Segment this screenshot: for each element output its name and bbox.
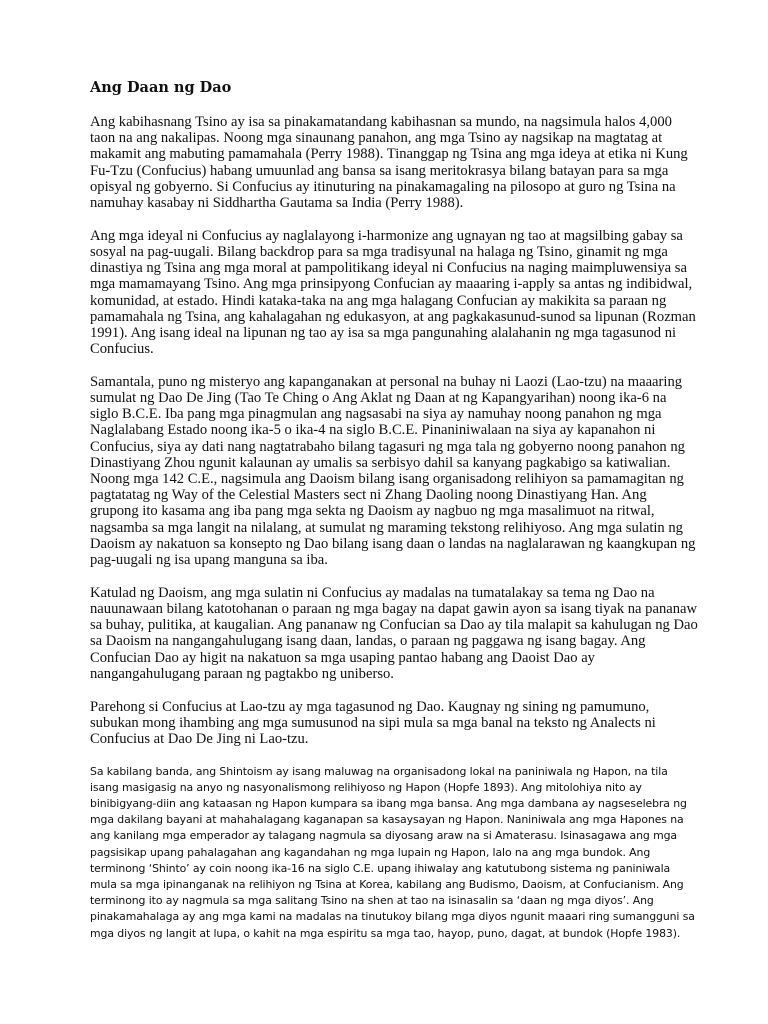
paragraph-analects-dao-de-jing: Parehong si Confucius at Lao-tzu ay mga tagasunod ng Dao. Kaugnay ng sining ng pamumuno, subukan mong ihambing ang mga sumusunod na sipi mula sa mga banal na teksto ng Analects ni Confucius at Dao De Jing ni Lao-tzu. <box>90 698 656 747</box>
paragraph-laozi-daoism: Samantala, puno ng misteryo ang kapanganakan at personal na buhay ni Laozi (Lao-tzu) na maaaring sumulat ng Dao De Jing (Tao Te Ching o Ang Aklat ng Daan at ng Kapangyarihan) noong ika-6 na siglo B.C.E. Iba pang mga pinagmulan ang nagsasabi na siya ay namuhay noong panahon ng mga Naglalabang Estado noong ika-5 o ika-4 na siglo B.C.E. Pinaniniwalaan na siya ay kapanahon ni Confucius, siya ay dati nang nagtatrabaho bilang tagasuri ng mga tala ng gobyerno noong panahon ng Dinastiyang Zhou ngunit kalaunan ay umalis sa serbisyo dahil sa kanyang pagkabigo sa katiwalian. Noong mga 142 C.E., nagsimula ang Daoism bilang isang organisadong relihiyon sa pamamagitan ng pagtatatag ng Way of the Celestial Masters sect ni Zhang Daoling noong Dinastiyang Han. Ang grupong ito kasama ang iba pang mga sekta ng Daoism ay nagbuo ng mga masalimuot na ritwal, nagsamba sa mga langit na nilalang, at sumulat ng maraming tekstong relihiyoso. Ang mga sulatin ng Daoism ay nakatuon sa konsepto ng Dao bilang isang daan o landas na naglalarawan ng kaangkupan ng pag-uugali ng isa upang manguna sa iba. <box>90 373 696 569</box>
paragraph-confucian-ideals: Ang mga ideyal ni Confucius ay naglalayong i-harmonize ang ugnayan ng tao at magsilbing gabay sa sosyal na pag-uugali. Bilang backdrop para sa mga tradisyunal na halaga ng Tsino, ginamit ng mga dinastiya ng Tsina ang mga moral at pampolitikang ideyal ni Confucius na naging maimpluwensiya sa mga mamamayang Tsino. Ang mga prinsipyong Confucian ay maaaring i-apply sa antas ng indibidwal, komunidad, at estado. Hindi kataka-taka na ang mga halagang Confucian ay makikita sa paraan ng pamamahala ng Tsina, ang kahalagahan ng edukasyon, at ang pagkakasunud-sunod sa lipunan (Rozman 1991). Ang isang ideal na lipunan ng tao ay isa sa mga pangunahing alalahanin ng mga tagasunod ni Confucius. <box>90 227 696 358</box>
paragraph-confucius-intro: Ang kabihasnang Tsino ay isa sa pinakamatandang kabihasnan sa mundo, na nagsimula halos 4,000 taon na ang nakalipas. Noong mga sinaunang panahon, ang mga Tsino ay nagsikap na magtatag at makamit ang mabuting pamamahala (Perry 1988). Tinanggap ng Tsina ang mga ideya at etika ni Kung Fu-Tzu (Confucius) habang umuunlad ang bansa sa isang meritokrasya bilang batayan para sa mga opisyal ng gobyerno. Si Confucius ay itinuturing na pinakamagaling na pilosopo at guro ng Tsina na namuhay kasabay ni Siddhartha Gautama sa India (Perry 1988). <box>90 114 688 212</box>
document-title: Ang Daan ng Dao <box>90 79 232 96</box>
paragraph-dao-comparison: Katulad ng Daoism, ang mga sulatin ni Confucius ay madalas na tumatalakay sa tema ng Dao na nauunawaan bilang katotohanan o paraan ng mga bagay na dapat gawin ayon sa isang tiyak na pananaw sa buhay, pulitika, at kaugalian. Ang pananaw ng Confucian sa Dao ay tila malapit sa kahulugan ng Dao sa Daoism na nangangahulugang isang daan, landas, o paraan ng paggawa ng isang bagay. Ang Confucian Dao ay higit na nakatuon sa mga usaping pantao habang ang Daoist Dao ay nangangahulugang paraan ng pagtakbo ng uniberso. <box>90 584 698 682</box>
paragraph-shintoism: Sa kabilang banda, ang Shintoism ay isang maluwag na organisadong lokal na paniniwala ng Hapon, na tila isang masigasig na anyo ng nasyonalismong relihiyoso ng Hapon (Hopfe 1893). Ang mitolohiya nito ay binibigyang-diin ang kataasan ng Hapon kumpara sa ibang mga bansa. Ang mga dambana ay nagseselebra ng mga dakilang bayani at mahahalagang kaganapan sa kasaysayan ng Hapon. Naniniwala ang mga Hapones na ang kanilang mga emperador ay talagang nagmula sa diyosang araw na si Amaterasu. Isinasagawa ang mga pagsisikap upang pahalagahan ang kagandahan ng mga lupain ng Hapon, lalo na ang mga bundok. Ang terminong ‘Shinto’ ay coin noong ika-16 na siglo C.E. upang ihiwalay ang katutubong sistema ng paniniwala mula sa mga ipinanganak na relihiyon ng Tsina at Korea, kabilang ang Budismo, Daoism, at Confucianism. Ang terminong ito ay nagmula sa mga salitang Tsino na shen at tao na isinasalin sa ‘daan ng mga diyos’. Ang pinakamahalaga ay ang mga kami na madalas na tinutukoy bilang mga diyos ngunit maaari ring sumangguni sa mga diyos ng langit at lupa, o kahit na mga espiritu sa mga tao, hayop, puno, dagat, at bundok (Hopfe 1983). <box>90 764 695 940</box>
